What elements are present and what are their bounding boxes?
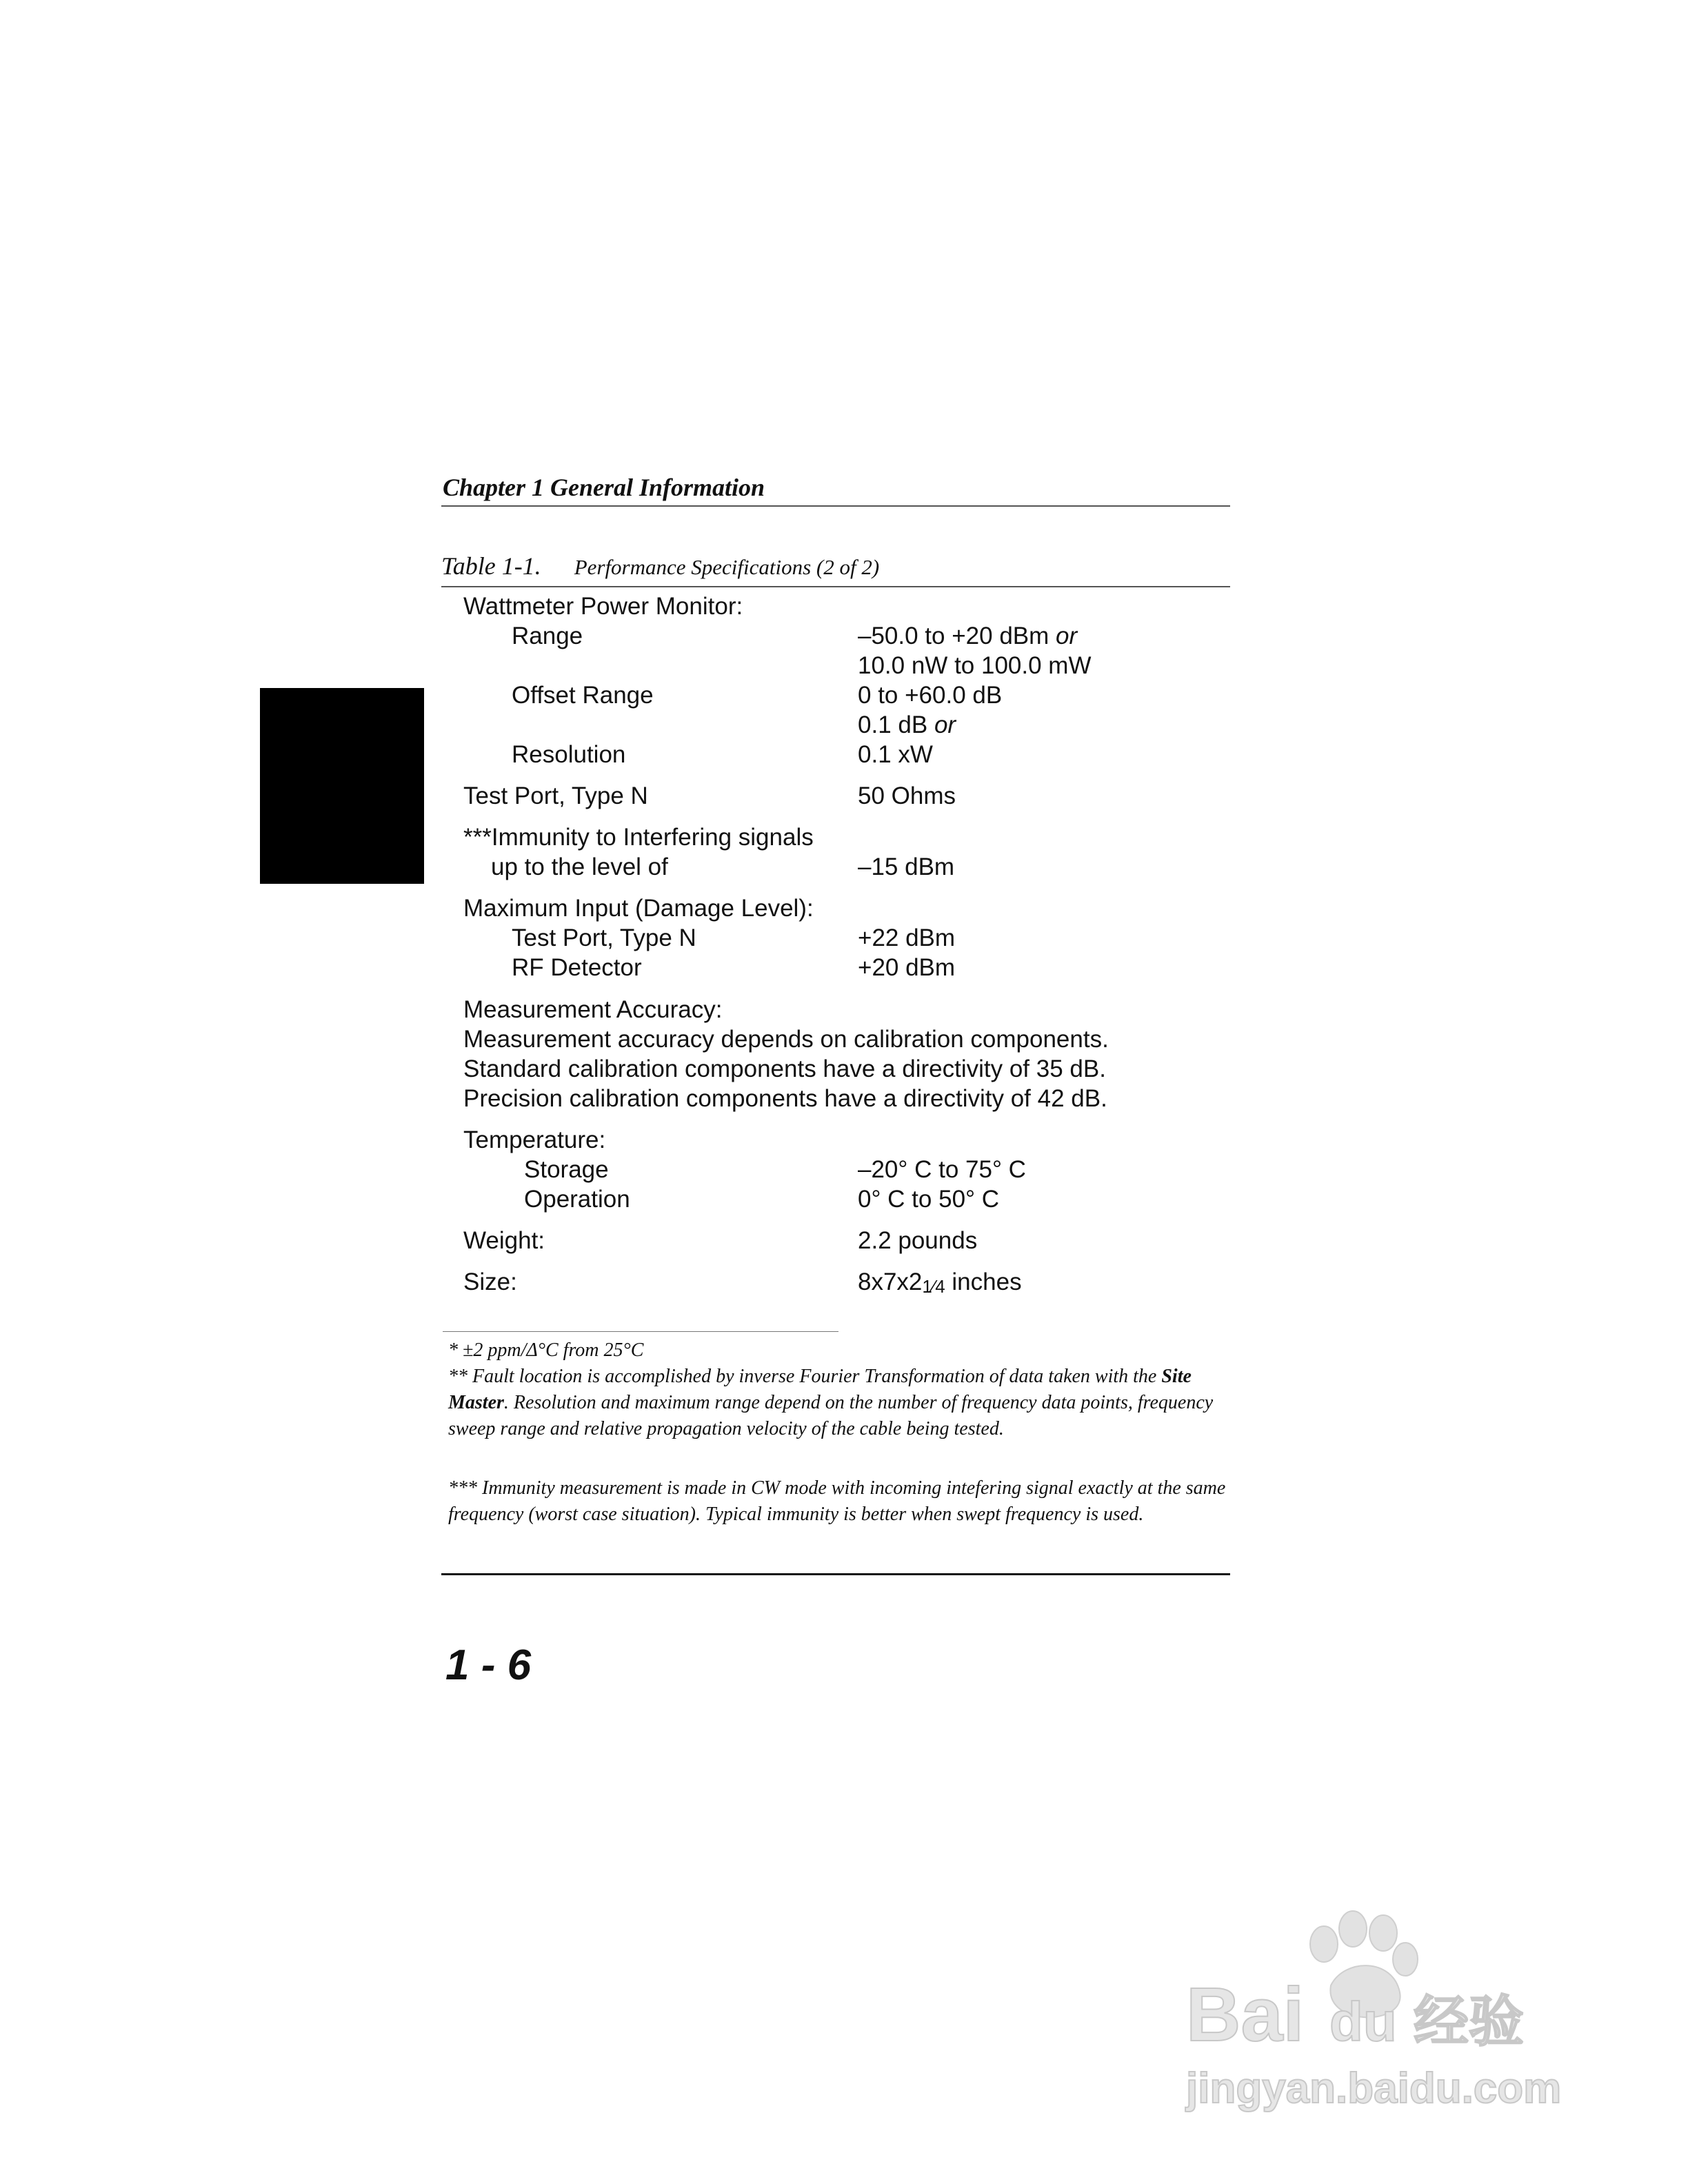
page-number: 1 - 6 [445, 1641, 532, 1689]
range-value-or: or [1056, 623, 1078, 649]
watermark-brand: Bai [1186, 1972, 1305, 2057]
size-value [858, 1267, 1022, 1302]
offset-range-value-2 [858, 710, 956, 740]
operation-value: 0° C to 50° C [858, 1186, 1000, 1213]
accuracy-text: Measurement accuracy depends on calibration components. Standard calibration components have a directivity of 35 dB. Precision calibration components have a directivity of 42 dB. [463, 1026, 1109, 1112]
test-port-label: Test Port, Type N [463, 782, 648, 809]
temperature-heading: Temperature: [463, 1126, 606, 1153]
size-label: Size: [463, 1268, 517, 1295]
rf-detector-value: +20 dBm [858, 954, 956, 981]
range-value-2: 10.0 nW to 100.0 mW [858, 652, 1092, 679]
rf-detector-label: RF Detector [512, 954, 642, 981]
max-input-heading: Maximum Input (Damage Level): [463, 895, 814, 922]
footnote-2-pre: ** Fault location is accomplished by inverse Fourier Transformation of data taken with the [448, 1366, 1162, 1387]
range-value-1: –50.0 to +20 dBm [858, 623, 1049, 649]
table-caption [441, 552, 879, 580]
size-value-prefix: 8x7x2 [858, 1268, 923, 1295]
resolution-value: 0.1 xW [858, 741, 933, 768]
immunity-label-line2: up to the level of [491, 853, 668, 880]
offset-step-value: 0.1 dB [858, 711, 928, 738]
size-value-suffix: inches [945, 1268, 1022, 1295]
wattmeter-heading: Wattmeter Power Monitor: [463, 593, 743, 620]
offset-range-label: Offset Range [512, 682, 654, 709]
immunity-value: –15 dBm [858, 853, 955, 880]
storage-value: –20° C to 75° C [858, 1156, 1026, 1183]
paw-logo-icon [1172, 1903, 1600, 2123]
immunity-label-line1: ***Immunity to Interfering signals [463, 824, 814, 851]
footnote-rule [443, 1331, 838, 1332]
storage-label: Storage [524, 1156, 609, 1183]
max-input-test-port-label: Test Port, Type N [512, 924, 696, 951]
caption-rule [441, 586, 1230, 587]
size-value-fraction: 1⁄4 [922, 1276, 945, 1297]
range-value [858, 621, 1077, 651]
range-label: Range [512, 623, 583, 649]
footer-rule [441, 1573, 1230, 1575]
footnote-2-bold: Site Master [448, 1366, 1192, 1413]
footnote-3: *** Immunity measurement is made in CW mode with incoming intefering signal exactly at the same frequency (worst case situation). Typical immunity is better when swept frequency is used. [448, 1477, 1226, 1525]
footnote-1: * ±2 ppm/Δ°C from 25°C [448, 1339, 644, 1361]
thumb-tab [260, 688, 424, 884]
offset-step-or: or [934, 711, 956, 738]
operation-label: Operation [524, 1186, 630, 1213]
watermark-brand-2: du [1329, 1991, 1397, 2052]
accuracy-heading: Measurement Accuracy: [463, 996, 723, 1023]
footnote-2 [448, 1364, 1227, 1442]
watermark-url: jingyan.baidu.com [1186, 2065, 1562, 2112]
chapter-title: Chapter 1 General Information [443, 474, 765, 501]
footnote-2-post: . Resolution and maximum range depend on the number of frequency data points, frequency sweep range and relative propagation velocity of the cable being tested. [448, 1392, 1214, 1439]
header-rule [441, 505, 1230, 507]
table-title: Performance Specifications (2 of 2) [574, 555, 880, 579]
weight-label: Weight: [463, 1227, 545, 1254]
max-input-test-port-value: +22 dBm [858, 924, 956, 951]
resolution-label: Resolution [512, 741, 626, 768]
baidu-watermark [1172, 1903, 1600, 2123]
test-port-value: 50 Ohms [858, 782, 956, 809]
watermark-cn: 经验 [1414, 1990, 1524, 2054]
offset-range-value: 0 to +60.0 dB [858, 682, 1003, 709]
table-label: Table 1-1. [441, 552, 541, 580]
weight-value: 2.2 pounds [858, 1227, 978, 1254]
